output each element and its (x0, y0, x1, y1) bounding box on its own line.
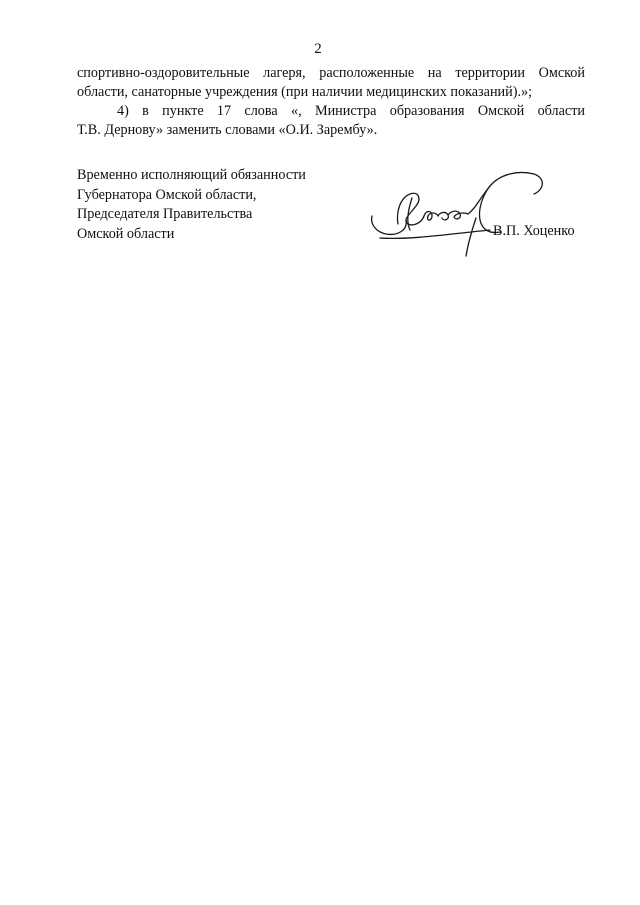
paragraph-line: 4) в пункте 17 слова «, Министра образования Омской области (117, 103, 585, 119)
paragraph-line: Т.В. Дернову» заменить словами «О.И. Зарембу». (77, 122, 378, 138)
paragraph-line: спортивно-оздоровительные лагеря, расположенные на территории Омской (77, 65, 585, 81)
signatory-title-line: Губернатора Омской области, (77, 186, 257, 203)
signatory-name: В.П. Хоценко (493, 223, 575, 239)
paragraph-item-4 (77, 102, 585, 140)
signatory-title (77, 166, 306, 244)
handwritten-signature (350, 168, 560, 263)
signatory-title-line: Омской области (77, 225, 175, 242)
signatory-title-line: Председателя Правительства (77, 206, 253, 222)
page-number: 2 (314, 41, 322, 57)
paragraph-line: области, санаторные учреждения (при наличии медицинских показаний).»; (77, 84, 533, 100)
document-body (77, 64, 585, 140)
signatory-title-line: Временно исполняющий обязанности (77, 167, 306, 183)
paragraph-continuation (77, 64, 585, 102)
